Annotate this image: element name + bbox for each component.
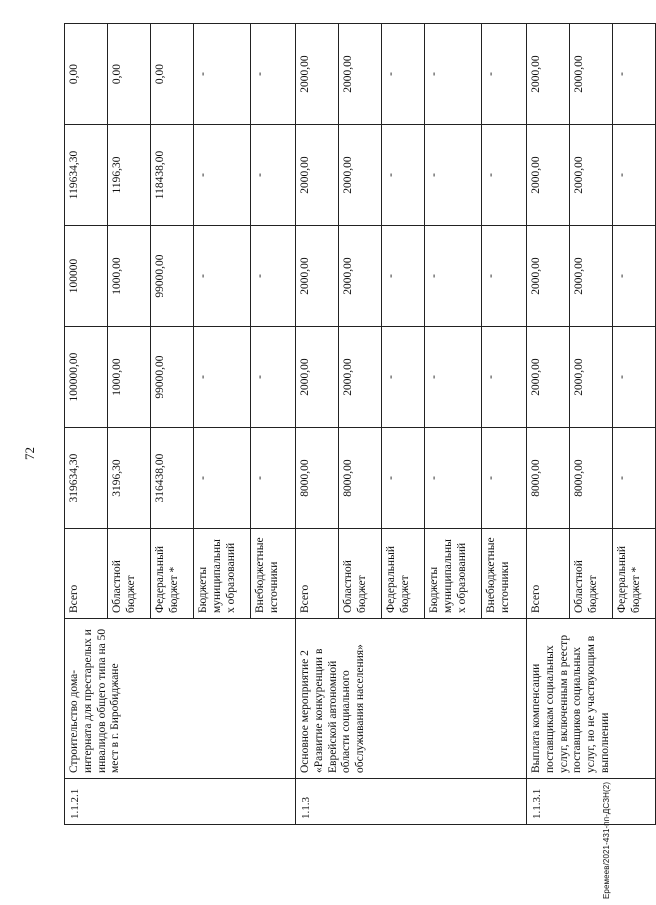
year-value: 1000,00 (108, 226, 151, 327)
year-value: - (251, 327, 296, 428)
budget-table (64, 23, 656, 825)
item-name: Строительство дома-интерната для престарелых и инвалидов общего типа на 50 мест в г. Биробиджане (65, 619, 296, 779)
year-value: 2000,00 (296, 24, 339, 125)
total-value: - (382, 428, 425, 529)
funding-source: Федеральный бюджет * (151, 529, 194, 619)
year-value: - (194, 125, 251, 226)
document-code: Еремеев/2021-431-пп-ДСЗН(2) (602, 781, 611, 899)
year-value: 0,00 (151, 24, 194, 125)
item-code: 1.1.3.1 (527, 779, 656, 825)
funding-source: Областной бюджет (108, 529, 151, 619)
total-value: 319634,30 (65, 428, 108, 529)
total-value: - (425, 428, 482, 529)
total-value: 8000,00 (570, 428, 613, 529)
total-value: - (482, 428, 527, 529)
year-value: - (482, 226, 527, 327)
funding-source: Областной бюджет (339, 529, 382, 619)
year-value: 1196,30 (108, 125, 151, 226)
year-value: - (251, 125, 296, 226)
year-value: - (382, 226, 425, 327)
year-value: - (425, 24, 482, 125)
year-value: 2000,00 (339, 125, 382, 226)
table-row (65, 24, 108, 825)
year-value: - (251, 226, 296, 327)
table-row (296, 24, 339, 825)
year-value: - (613, 327, 656, 428)
year-value: 2000,00 (570, 24, 613, 125)
year-value: 0,00 (108, 24, 151, 125)
year-value: 2000,00 (339, 24, 382, 125)
year-value: 2000,00 (296, 327, 339, 428)
year-value: - (613, 125, 656, 226)
year-value: 99000,00 (151, 327, 194, 428)
funding-source: Бюджеты муниципальных образований (425, 529, 482, 619)
year-value: - (194, 327, 251, 428)
total-value: - (251, 428, 296, 529)
item-name: Основное мероприятие 2 «Развитие конкуренции в Еврейской автономной области социального обслуживания населения» (296, 619, 527, 779)
total-value: 8000,00 (339, 428, 382, 529)
year-value: - (425, 327, 482, 428)
year-value: - (382, 125, 425, 226)
year-value: 99000,00 (151, 226, 194, 327)
funding-source: Федеральный бюджет * (613, 529, 656, 619)
funding-source: Всего (296, 529, 339, 619)
year-value: 2000,00 (527, 327, 570, 428)
year-value: - (482, 125, 527, 226)
total-value: - (194, 428, 251, 529)
item-code: 1.1.3 (296, 779, 527, 825)
total-value: 3196,30 (108, 428, 151, 529)
total-value: 8000,00 (527, 428, 570, 529)
year-value: - (382, 24, 425, 125)
year-value: 100000 (65, 226, 108, 327)
year-value: - (425, 125, 482, 226)
year-value: 2000,00 (570, 327, 613, 428)
funding-source: Всего (65, 529, 108, 619)
year-value: 119634,30 (65, 125, 108, 226)
year-value: 118438,00 (151, 125, 194, 226)
page-number: 72 (22, 447, 37, 460)
year-value: 2000,00 (339, 226, 382, 327)
year-value: - (613, 226, 656, 327)
total-value: 316438,00 (151, 428, 194, 529)
funding-source: Областной бюджет (570, 529, 613, 619)
table-row (527, 24, 570, 825)
year-value: - (251, 24, 296, 125)
year-value: - (425, 226, 482, 327)
funding-source: Федеральный бюджет (382, 529, 425, 619)
funding-source: Всего (527, 529, 570, 619)
year-value: 100000,00 (65, 327, 108, 428)
year-value: - (482, 327, 527, 428)
total-value: 8000,00 (296, 428, 339, 529)
year-value: 2000,00 (570, 226, 613, 327)
year-value: - (194, 24, 251, 125)
year-value: 2000,00 (339, 327, 382, 428)
funding-source: Внебюджетные источники (251, 529, 296, 619)
item-code: 1.1.2.1 (65, 779, 296, 825)
funding-source: Внебюджетные источники (482, 529, 527, 619)
item-name: Выплата компенсации поставщикам социальных услуг, включенным в реестр поставщиков социальных услуг, но не участвующим в выполнении (527, 619, 656, 779)
year-value: - (194, 226, 251, 327)
year-value: - (382, 327, 425, 428)
year-value: 0,00 (65, 24, 108, 125)
funding-source: Бюджеты муниципальных образований (194, 529, 251, 619)
year-value: 1000,00 (108, 327, 151, 428)
year-value: - (482, 24, 527, 125)
year-value: 2000,00 (527, 125, 570, 226)
year-value: - (613, 24, 656, 125)
year-value: 2000,00 (527, 24, 570, 125)
year-value: 2000,00 (570, 125, 613, 226)
year-value: 2000,00 (296, 125, 339, 226)
year-value: 2000,00 (296, 226, 339, 327)
year-value: 2000,00 (527, 226, 570, 327)
total-value: - (613, 428, 656, 529)
